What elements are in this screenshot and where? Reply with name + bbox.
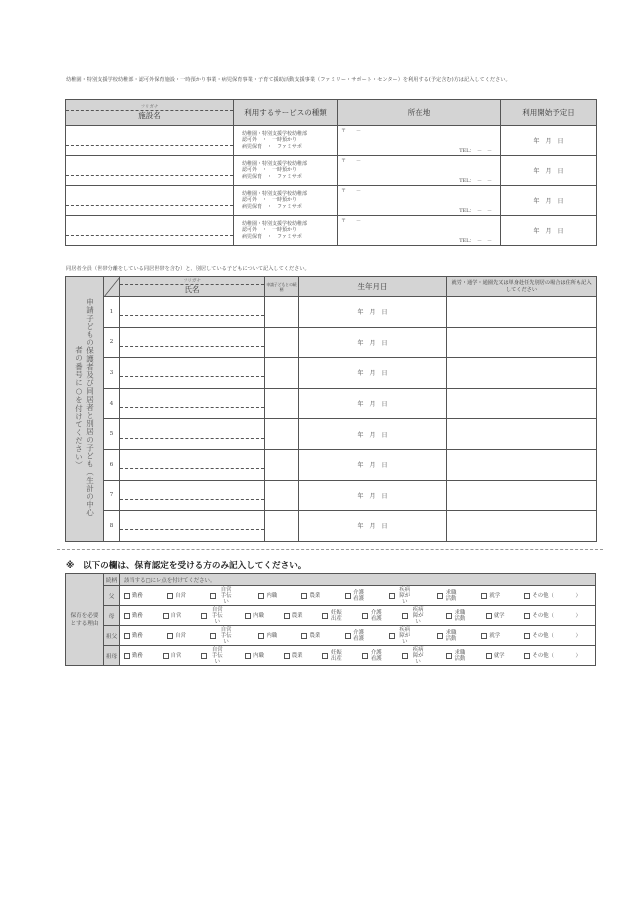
certification-title: ※ 以下の欄は、保育認定を受ける方のみ記入してください。	[66, 561, 307, 571]
cert-options-cell	[120, 626, 596, 646]
checkbox-icon[interactable]	[322, 613, 328, 619]
member-name-label: 氏名	[184, 285, 200, 294]
reason-option-label: 就学	[489, 592, 501, 599]
birthdate-cell[interactable]: 年 月 日	[299, 480, 447, 511]
member-name-cell[interactable]	[120, 419, 265, 450]
reason-option[interactable]	[402, 607, 426, 625]
row-number: 8	[104, 511, 120, 542]
reason-option-label: 求職活動	[454, 609, 466, 622]
checkbox-icon[interactable]	[362, 653, 368, 659]
reason-option[interactable]	[362, 650, 382, 662]
reason-option-label: 介護看護	[370, 609, 382, 622]
reason-option-label: 自営	[175, 632, 186, 639]
reason-option[interactable]	[486, 653, 505, 659]
reason-option[interactable]	[258, 593, 277, 599]
reason-option-label: 自営	[175, 592, 186, 599]
checkbox-icon[interactable]	[258, 593, 264, 599]
reason-option-label: 内職	[266, 592, 278, 599]
reason-option-label: 勤務	[132, 632, 143, 639]
checkbox-icon[interactable]	[124, 613, 130, 619]
checkbox-icon[interactable]	[284, 613, 290, 619]
reason-option[interactable]	[345, 630, 365, 642]
checkbox-icon[interactable]	[437, 593, 443, 599]
reason-option[interactable]	[201, 647, 225, 665]
checkbox-icon[interactable]	[167, 633, 173, 639]
reason-option-label: 自営手伝い	[220, 586, 232, 605]
facility-header-row	[66, 100, 597, 126]
household-row	[66, 449, 597, 480]
reason-option-label: 農業	[309, 632, 321, 639]
service-type-cell[interactable]: 幼稚園・特別支援学校幼稚部 認可外 ・ 一時預かり 病児保育 ・ ファミサポ	[234, 186, 338, 216]
reason-option-label: 求職活動	[454, 649, 466, 662]
start-date-cell[interactable]: 年 月 日	[501, 126, 597, 156]
checkbox-icon[interactable]	[210, 593, 216, 599]
row-number: 2	[104, 327, 120, 358]
relation-cell[interactable]	[265, 358, 299, 389]
checkbox-icon[interactable]	[446, 613, 452, 619]
relation-cell[interactable]	[265, 419, 299, 450]
checkbox-icon[interactable]	[245, 613, 251, 619]
row-number: 3	[104, 358, 120, 389]
checkbox-icon[interactable]	[486, 613, 492, 619]
reason-option-label: 就学	[493, 612, 505, 619]
member-name-cell[interactable]	[120, 388, 265, 419]
workplace-cell[interactable]	[447, 388, 597, 419]
location-cell[interactable]: 〒 － TEL： － －	[338, 156, 501, 186]
checkbox-icon[interactable]	[301, 633, 307, 639]
reason-option[interactable]	[167, 593, 186, 599]
workplace-cell[interactable]	[447, 327, 597, 358]
cert-row-father	[66, 586, 596, 606]
checkbox-icon[interactable]	[524, 593, 530, 599]
reason-option[interactable]	[301, 633, 320, 639]
relation-cell[interactable]	[265, 327, 299, 358]
reason-option[interactable]	[322, 650, 342, 662]
checkbox-icon[interactable]	[446, 653, 452, 659]
checkbox-icon[interactable]	[486, 653, 492, 659]
reason-option-label: 求職活動	[445, 589, 457, 602]
checkbox-icon[interactable]	[124, 653, 130, 659]
checkbox-icon[interactable]	[524, 653, 530, 659]
reason-option[interactable]	[301, 593, 320, 599]
cert-relation-label: 祖母	[104, 646, 120, 666]
certification-table	[65, 573, 596, 666]
location-header: 所在地	[338, 100, 501, 126]
reason-option-label: 勤務	[132, 592, 143, 599]
facility-note: 幼稚園・特別支援学校幼稚部・認可外保育施設・一時預かり事業・病児保育事業・子育て援助活動支援事業（ファミリー・サポート・センター）を利用する(予定含む)方は記入してください。	[66, 77, 511, 83]
checkbox-icon[interactable]	[524, 613, 530, 619]
reason-option-label: 介護看護	[353, 589, 364, 602]
certification-header-row	[66, 574, 596, 586]
reason-option[interactable]	[437, 630, 457, 642]
birthdate-cell[interactable]: 年 月 日	[299, 327, 447, 358]
reason-option-label: 農業	[309, 592, 321, 599]
checkbox-icon[interactable]	[402, 653, 408, 659]
reason-option[interactable]	[163, 653, 182, 659]
facility-row	[66, 126, 597, 156]
cert-row-grandfather	[66, 626, 596, 646]
birthdate-cell[interactable]: 年 月 日	[299, 297, 447, 328]
member-name-cell[interactable]	[120, 480, 265, 511]
birthdate-cell[interactable]: 年 月 日	[299, 419, 447, 450]
household-row	[66, 297, 597, 328]
workplace-cell[interactable]	[447, 358, 597, 389]
member-name-cell[interactable]	[120, 511, 265, 542]
household-table	[65, 276, 597, 542]
reason-option[interactable]	[245, 653, 264, 659]
furigana-label: フリガナ	[120, 279, 264, 285]
reason-option-label: 内職	[253, 612, 264, 619]
checkbox-icon[interactable]	[258, 633, 264, 639]
cert-options-cell	[120, 606, 596, 626]
reason-option[interactable]	[486, 613, 505, 619]
relation-cell[interactable]	[265, 480, 299, 511]
diagonal-cell	[104, 277, 120, 297]
facility-name-header	[66, 100, 234, 126]
reason-option[interactable]	[124, 593, 143, 599]
facility-name-cell[interactable]	[66, 186, 234, 216]
reason-option[interactable]	[163, 613, 182, 619]
reason-option-label: 内職	[253, 652, 264, 659]
household-row	[66, 388, 597, 419]
birthdate-header: 生年月日	[299, 277, 447, 297]
household-row	[66, 511, 597, 542]
checkbox-icon[interactable]	[437, 633, 443, 639]
reason-option-label: 自営手伝い	[211, 646, 223, 665]
reason-option[interactable]	[446, 610, 466, 622]
reason-option-label: 農業	[291, 652, 303, 659]
checkbox-icon[interactable]	[402, 613, 408, 619]
reason-option[interactable]	[481, 593, 500, 599]
household-row	[66, 419, 597, 450]
location-cell[interactable]: 〒 － TEL： － －	[338, 126, 501, 156]
facility-table	[65, 99, 597, 246]
service-type-cell[interactable]: 幼稚園・特別支援学校幼稚部 認可外 ・ 一時預かり 病児保育 ・ ファミサポ	[234, 216, 338, 246]
service-type-header: 利用するサービスの種類	[234, 100, 338, 126]
reason-option[interactable]	[481, 633, 500, 639]
cert-row-grandmother	[66, 646, 596, 666]
reason-option[interactable]	[245, 613, 264, 619]
reason-option-label: 自営手伝い	[220, 626, 232, 645]
reason-option[interactable]	[524, 613, 581, 619]
member-name-header	[120, 277, 265, 297]
reason-option-label: 内職	[266, 632, 278, 639]
checkbox-icon[interactable]	[124, 593, 130, 599]
checkbox-icon[interactable]	[163, 613, 169, 619]
reason-option[interactable]	[524, 633, 581, 639]
checkbox-icon[interactable]	[524, 633, 530, 639]
facility-name-label: 施設名	[138, 111, 161, 120]
checkbox-icon[interactable]	[284, 653, 290, 659]
reason-option[interactable]	[389, 587, 413, 605]
reason-option-label: 自営	[170, 652, 182, 659]
start-date-cell[interactable]: 年 月 日	[501, 186, 597, 216]
checkbox-icon[interactable]	[345, 633, 351, 639]
household-note: 同居者全員（世帯分離をしている同居世帯を含む）と、別居している子どもについて記入してください。	[66, 266, 310, 272]
row-number: 1	[104, 297, 120, 328]
facility-row	[66, 156, 597, 186]
reason-option[interactable]	[210, 627, 234, 645]
reason-option[interactable]	[402, 647, 426, 665]
workplace-cell[interactable]	[447, 449, 597, 480]
reason-option-label: その他（ ）	[532, 632, 581, 639]
reason-option[interactable]	[258, 633, 277, 639]
birthdate-cell[interactable]: 年 月 日	[299, 388, 447, 419]
reason-option[interactable]	[446, 650, 466, 662]
reason-side-label: 保育を必要とする理由	[66, 574, 104, 666]
checkbox-icon[interactable]	[124, 633, 130, 639]
start-date-cell[interactable]: 年 月 日	[501, 156, 597, 186]
member-name-cell[interactable]	[120, 327, 265, 358]
reason-option-label: 求職活動	[445, 629, 457, 642]
checkbox-icon[interactable]	[210, 633, 216, 639]
relation-cell[interactable]	[265, 388, 299, 419]
service-type-cell[interactable]: 幼稚園・特別支援学校幼稚部 認可外 ・ 一時預かり 病児保育 ・ ファミサポ	[234, 156, 338, 186]
reason-option[interactable]	[284, 653, 303, 659]
reason-option-label: 農業	[291, 612, 303, 619]
reason-option-label: 自営手伝い	[211, 606, 223, 625]
workplace-header: 就労・通学・通園先又は単身赴任先別居の場合は住所も記入してください	[447, 277, 597, 297]
service-type-cell[interactable]: 幼稚園・特別支援学校幼稚部 認可外 ・ 一時預かり 病児保育 ・ ファミサポ	[234, 126, 338, 156]
reason-option-label: 自営	[170, 612, 182, 619]
reason-option-label: 疾病障がい	[412, 606, 424, 625]
relation-cell[interactable]	[265, 449, 299, 480]
reason-option-label: 妊娠出産	[331, 649, 342, 662]
row-number: 6	[104, 449, 120, 480]
birthdate-cell[interactable]: 年 月 日	[299, 358, 447, 389]
furigana-label: フリガナ	[66, 105, 233, 111]
household-header-row	[66, 277, 597, 297]
checkbox-icon[interactable]	[301, 593, 307, 599]
reason-option-label: その他（ ）	[532, 612, 581, 619]
reason-option-label: 疾病障がい	[399, 626, 411, 645]
reason-option-label: 疾病障がい	[412, 646, 424, 665]
relation-cell[interactable]	[265, 511, 299, 542]
cert-relation-label: 父	[104, 586, 120, 606]
cert-relation-label: 祖父	[104, 626, 120, 646]
member-name-cell[interactable]	[120, 358, 265, 389]
birthdate-cell[interactable]: 年 月 日	[299, 511, 447, 542]
reason-option[interactable]	[124, 613, 143, 619]
reason-option[interactable]	[524, 653, 581, 659]
checkbox-icon[interactable]	[345, 593, 351, 599]
reason-option[interactable]	[210, 587, 234, 605]
row-number: 5	[104, 419, 120, 450]
cert-options-cell	[120, 646, 596, 666]
reason-option-label: 就学	[493, 652, 505, 659]
reason-option-label: 妊娠出産	[331, 609, 342, 622]
reason-option[interactable]	[201, 607, 225, 625]
cert-relation-header: 続柄	[104, 574, 120, 586]
reason-option-label: 勤務	[132, 612, 143, 619]
start-date-header: 利用開始予定日	[501, 100, 597, 126]
reason-option[interactable]	[322, 610, 342, 622]
reason-option[interactable]	[124, 653, 143, 659]
relation-cell[interactable]	[265, 297, 299, 328]
cert-relation-label: 母	[104, 606, 120, 626]
row-number: 4	[104, 388, 120, 419]
checkbox-icon[interactable]	[245, 653, 251, 659]
facility-name-cell[interactable]	[66, 216, 234, 246]
workplace-cell[interactable]	[447, 480, 597, 511]
household-row	[66, 480, 597, 511]
reason-option-label: その他（ ）	[532, 592, 581, 599]
household-side-label: 申請子どもの保護者及び同居者と別居の子ども（生計の中心者の番号に○を付けてください）	[74, 297, 95, 517]
checkbox-icon[interactable]	[201, 653, 207, 659]
household-row	[66, 327, 597, 358]
reason-option[interactable]	[345, 590, 365, 602]
reason-option-label: 疾病障がい	[399, 586, 411, 605]
household-side-label-cell	[66, 277, 104, 542]
checkbox-icon[interactable]	[322, 653, 328, 659]
facility-name-cell[interactable]	[66, 126, 234, 156]
workplace-cell[interactable]	[447, 511, 597, 542]
reason-option-label: 介護看護	[353, 629, 364, 642]
facility-row	[66, 216, 597, 246]
row-number: 7	[104, 480, 120, 511]
start-date-cell[interactable]: 年 月 日	[501, 216, 597, 246]
checkbox-icon[interactable]	[389, 593, 395, 599]
cert-instruction: 該当する□にレ点を付けてください。	[120, 574, 596, 586]
reason-option[interactable]	[284, 613, 303, 619]
member-name-cell[interactable]	[120, 297, 265, 328]
reason-option-label: 就学	[489, 632, 501, 639]
checkbox-icon[interactable]	[167, 593, 173, 599]
reason-option[interactable]	[167, 633, 186, 639]
checkbox-icon[interactable]	[362, 613, 368, 619]
workplace-cell[interactable]	[447, 419, 597, 450]
reason-option[interactable]	[124, 633, 143, 639]
reason-option-label: 勤務	[132, 652, 143, 659]
household-row	[66, 358, 597, 389]
facility-name-cell[interactable]	[66, 156, 234, 186]
checkbox-icon[interactable]	[389, 633, 395, 639]
birthdate-cell[interactable]: 年 月 日	[299, 449, 447, 480]
checkbox-icon[interactable]	[481, 633, 487, 639]
location-cell[interactable]: 〒 － TEL： － －	[338, 186, 501, 216]
checkbox-icon[interactable]	[163, 653, 169, 659]
reason-option-label: 介護看護	[370, 649, 382, 662]
relation-header: 申請子どもとの続柄	[265, 277, 299, 297]
reason-option[interactable]	[389, 627, 413, 645]
location-cell[interactable]: 〒 － TEL： － －	[338, 216, 501, 246]
cert-options-cell	[120, 586, 596, 606]
facility-row	[66, 186, 597, 216]
reason-option[interactable]	[524, 593, 581, 599]
workplace-cell[interactable]	[447, 297, 597, 328]
member-name-cell[interactable]	[120, 449, 265, 480]
cert-row-mother	[66, 606, 596, 626]
reason-option[interactable]	[437, 590, 457, 602]
cut-line-divider	[57, 549, 603, 550]
reason-option-label: その他（ ）	[532, 652, 581, 659]
checkbox-icon[interactable]	[481, 593, 487, 599]
checkbox-icon[interactable]	[201, 613, 207, 619]
diagonal-line-icon	[104, 277, 120, 297]
reason-option[interactable]	[362, 610, 382, 622]
